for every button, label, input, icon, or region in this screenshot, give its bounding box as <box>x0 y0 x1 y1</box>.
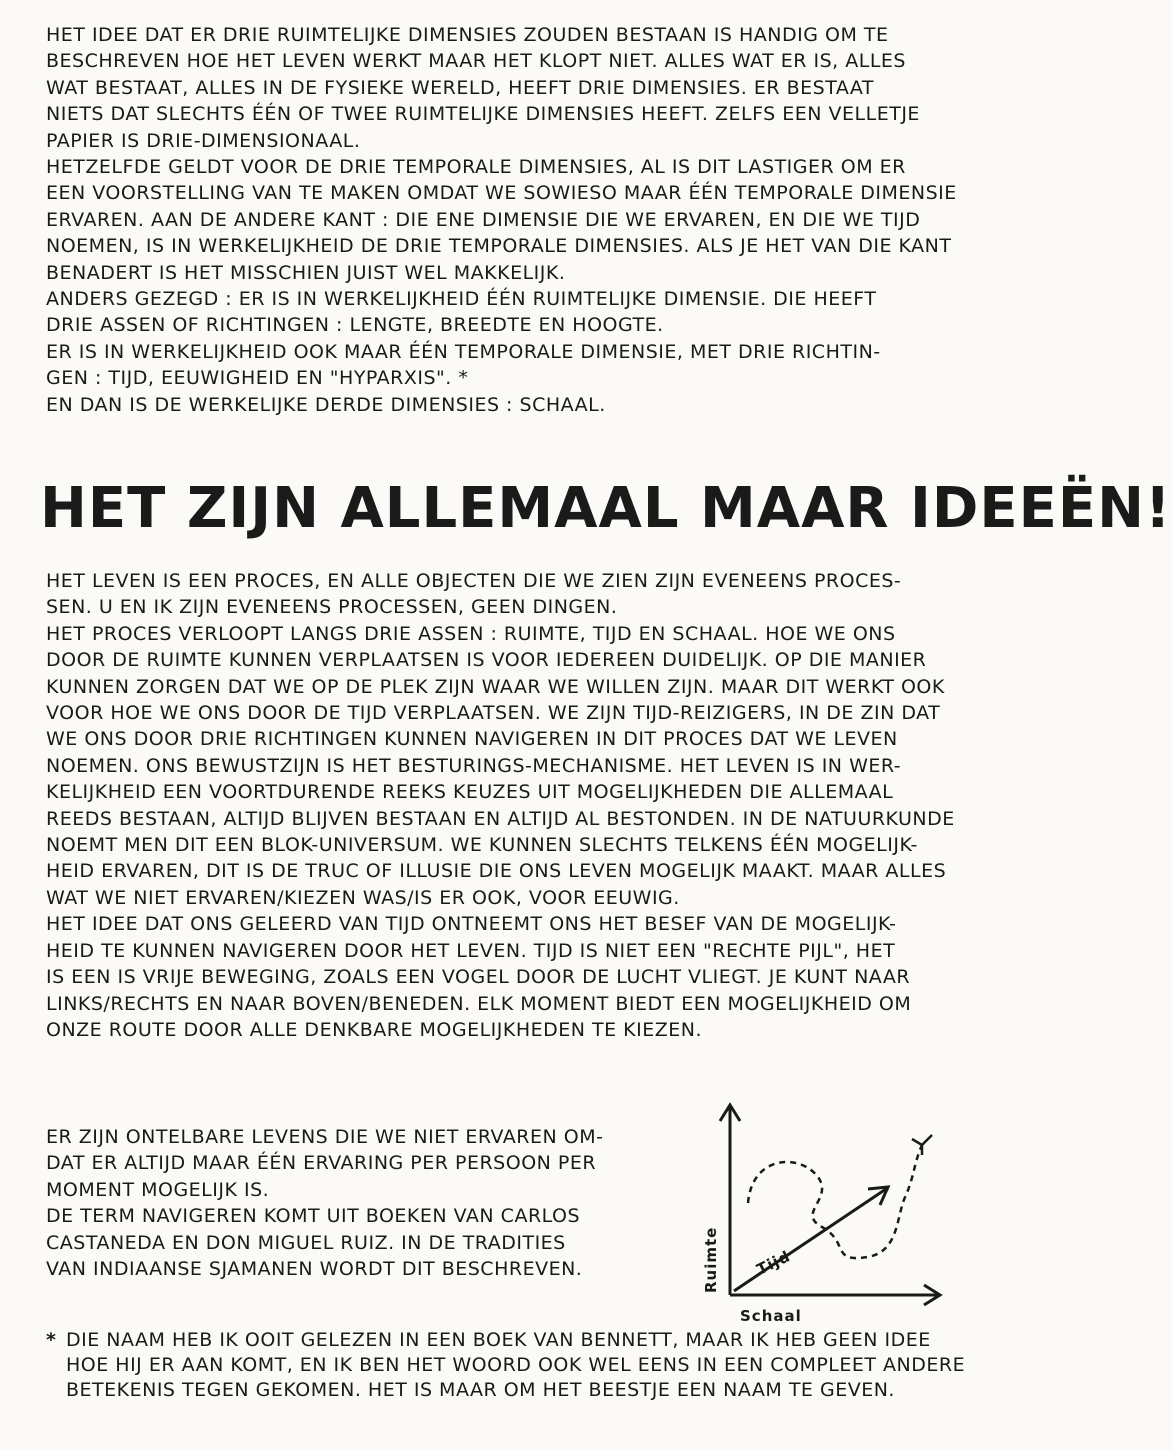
text-line: DIE NAAM HEB IK OOIT GELEZEN IN EEN BOEK VAN BENNETT, MAAR IK HEB GEEN IDEE <box>66 1329 931 1351</box>
text-line: DOOR DE RUIMTE KUNNEN VERPLAATSEN IS VOOR IEDEREEN DUIDELIJK. OP DIE MANIER <box>46 649 927 672</box>
text-line: HET PROCES VERLOOPT LANGS DRIE ASSEN : RUIMTE, TIJD EN SCHAAL. HOE WE ONS <box>46 622 896 645</box>
text-line: REEDS BESTAAN, ALTIJD BLIJVEN BESTAAN EN ALTIJD AL BESTONDEN. IN DE NATUURKUNDE <box>46 807 955 830</box>
text-line: BETEKENIS TEGEN GEKOMEN. HET IS MAAR OM HET BEESTJE EEN NAAM TE GEVEN. <box>66 1379 895 1401</box>
text-line: KELIJKHEID EEN VOORTDURENDE REEKS KEUZES UIT MOGELIJKHEDEN DIE ALLEMAAL <box>46 781 894 804</box>
text-line: WAT BESTAAT, ALLES IN DE FYSIEKE WERELD, HEEFT DRIE DIMENSIES. ER BESTAAT <box>46 76 874 99</box>
text-line: VAN INDIAANSE SJAMANEN WORDT DIT BESCHREVEN. <box>46 1258 583 1281</box>
text-line: ONZE ROUTE DOOR ALLE DENKBARE MOGELIJKHEDEN TE KIEZEN. <box>46 1018 703 1041</box>
text-line: EN DAN IS DE WERKELIJKE DERDE DIMENSIES : SCHAAL. <box>46 393 606 416</box>
navigation-diagram <box>700 1095 960 1335</box>
body-narrow-paragraph <box>46 1124 646 1282</box>
text-line: DRIE ASSEN OF RICHTINGEN : LENGTE, BREEDTE EN HOOGTE. <box>46 314 664 337</box>
text-line: IS EEN IS VRIJE BEWEGING, ZOALS EEN VOGEL DOOR DE LUCHT VLIEGT. JE KUNT NAAR <box>46 966 911 989</box>
text-line: ERVAREN. AAN DE ANDERE KANT : DIE ENE DIMENSIE DIE WE ERVAREN, EN DIE WE TIJD <box>46 208 921 231</box>
text-line: DE TERM NAVIGEREN KOMT UIT BOEKEN VAN CARLOS <box>46 1205 581 1228</box>
text-line: KUNNEN ZORGEN DAT WE OP DE PLEK ZIJN WAAR WE WILLEN ZIJN. MAAR DIT WERKT OOK <box>46 675 945 698</box>
text-line: SEN. U EN IK ZIJN EVENEENS PROCESSEN, GEEN DINGEN. <box>46 596 618 619</box>
footnote <box>46 1328 966 1403</box>
x-axis-label: Schaal <box>740 1307 802 1325</box>
headline: HET ZIJN ALLEMAAL MAAR IDEEËN! <box>40 476 1172 541</box>
text-line: LINKS/RECHTS EN NAAR BOVEN/BENEDEN. ELK MOMENT BIEDT EEN MOGELIJKHEID OM <box>46 992 912 1015</box>
text-line: BESCHREVEN HOE HET LEVEN WERKT MAAR HET KLOPT NIET. ALLES WAT ER IS, ALLES <box>46 50 906 73</box>
footnote-marker: * <box>46 1329 57 1351</box>
text-line: HET IDEE DAT ONS GELEERD VAN TIJD ONTNEEMT ONS HET BESEF VAN DE MOGELIJK- <box>46 913 897 936</box>
text-line: HEID ERVAREN, DIT IS DE TRUC OF ILLUSIE DIE ONS LEVEN MOGELIJK MAAKT. MAAR ALLES <box>46 860 947 883</box>
text-line: NIETS DAT SLECHTS ÉÉN OF TWEE RUIMTELIJKE DIMENSIES HEEFT. ZELFS EEN VELLETJE <box>46 103 920 126</box>
text-line: HOE HIJ ER AAN KOMT, EN IK BEN HET WOORD OOK WEL EENS IN EEN COMPLEET ANDERE <box>66 1354 966 1376</box>
text-line: HETZELFDE GELDT VOOR DE DRIE TEMPORALE DIMENSIES, AL IS DIT LASTIGER OM ER <box>46 156 906 179</box>
intro-paragraph <box>46 22 961 418</box>
text-line: NOEMT MEN DIT EEN BLOK-UNIVERSUM. WE KUNNEN SLECHTS TELKENS ÉÉN MOGELIJK- <box>46 834 918 857</box>
text-line: HEID TE KUNNEN NAVIGEREN DOOR HET LEVEN. TIJD IS NIET EEN "RECHTE PIJL", HET <box>46 939 896 962</box>
text-line: VOOR HOE WE ONS DOOR DE TIJD VERPLAATSEN. WE ZIJN TIJD-REIZIGERS, IN DE ZIN DAT <box>46 702 941 725</box>
text-line: DAT ER ALTIJD MAAR ÉÉN ERVARING PER PERSOON PER <box>46 1152 597 1175</box>
text-line: CASTANEDA EN DON MIGUEL RUIZ. IN DE TRADITIES <box>46 1231 566 1254</box>
text-line: ER IS IN WERKELIJKHEID OOK MAAR ÉÉN TEMPORALE DIMENSIE, MET DRIE RICHTIN- <box>46 340 881 363</box>
text-line: HET LEVEN IS EEN PROCES, EN ALLE OBJECTEN DIE WE ZIEN ZIJN EVENEENS PROCES- <box>46 570 902 592</box>
text-line: HET IDEE DAT ER DRIE RUIMTELIJKE DIMENSIES ZOUDEN BESTAAN IS HANDIG OM TE <box>46 24 889 46</box>
text-line: PAPIER IS DRIE-DIMENSIONAAL. <box>46 129 361 152</box>
body-paragraph <box>46 568 961 1043</box>
text-line: ANDERS GEZEGD : ER IS IN WERKELIJKHEID ÉÉN RUIMTELIJKE DIMENSIE. DIE HEEFT <box>46 288 877 311</box>
bird-icon <box>912 1135 932 1145</box>
text-line: NOEMEN. ONS BEWUSTZIJN IS HET BESTURINGS-MECHANISME. HET LEVEN IS IN WER- <box>46 754 902 777</box>
tijd-arrow <box>734 1189 886 1291</box>
text-line: WAT WE NIET ERVAREN/KIEZEN WAS/IS ER OOK, VOOR EEUWIG. <box>46 886 680 909</box>
y-axis-label: Ruimte <box>702 1226 720 1293</box>
text-line: ER ZIJN ONTELBARE LEVENS DIE WE NIET ERVAREN OM- <box>46 1126 604 1148</box>
text-line: WE ONS DOOR DRIE RICHTINGEN KUNNEN NAVIGEREN IN DIT PROCES DAT WE LEVEN <box>46 728 898 751</box>
text-line: MOMENT MOGELIJK IS. <box>46 1178 270 1201</box>
text-line: BENADERT IS HET MISSCHIEN JUIST WEL MAKKELIJK. <box>46 261 566 284</box>
footnote-body <box>66 1328 966 1403</box>
dashed-path <box>748 1145 922 1258</box>
text-line: EEN VOORSTELLING VAN TE MAKEN OMDAT WE SOWIESO MAAR ÉÉN TEMPORALE DIMENSIE <box>46 182 957 205</box>
text-line: NOEMEN, IS IN WERKELIJKHEID DE DRIE TEMPORALE DIMENSIES. ALS JE HET VAN DIE KANT <box>46 235 952 258</box>
text-line: GEN : TIJD, EEUWIGHEID EN "HYPARXIS". * <box>46 367 469 390</box>
tijd-label: Tijd <box>753 1246 794 1279</box>
